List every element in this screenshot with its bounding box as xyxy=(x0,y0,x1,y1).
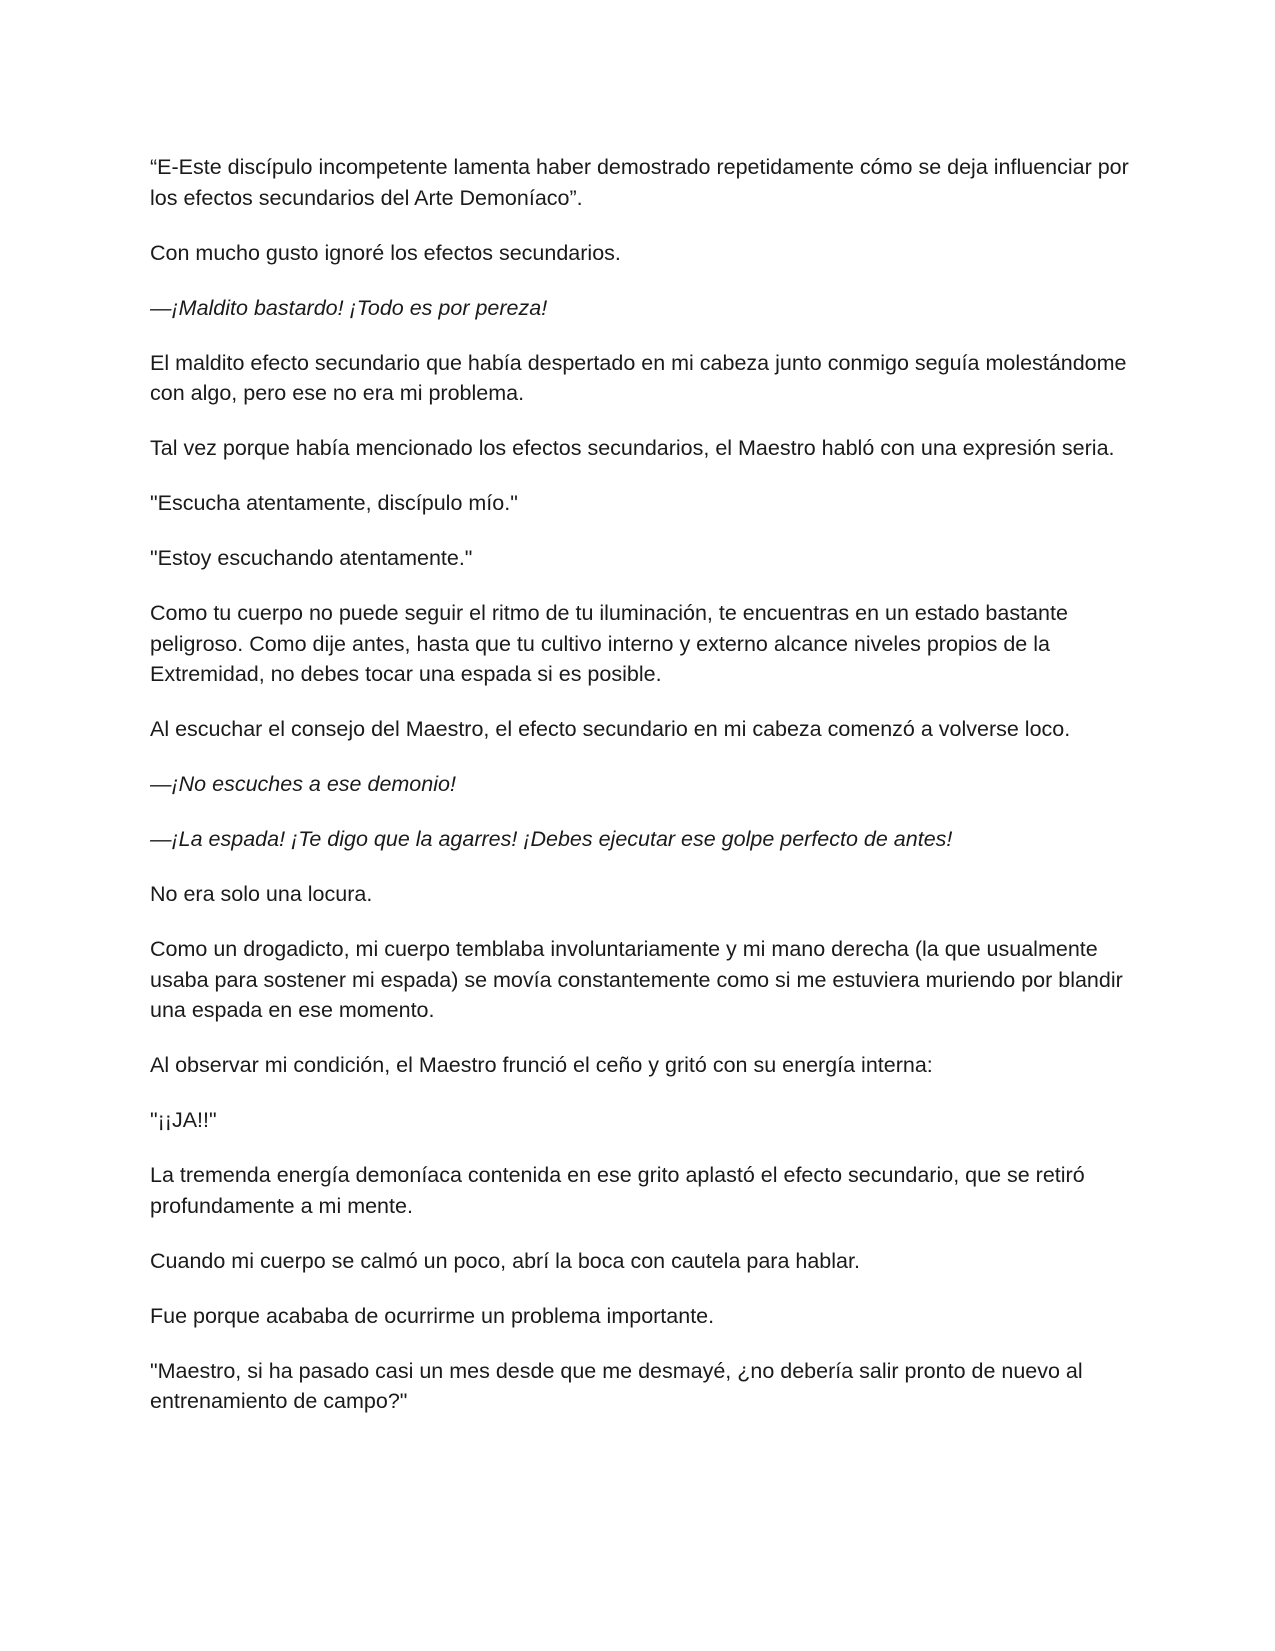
paragraph: Tal vez porque había mencionado los efectos secundarios, el Maestro habló con una expresión seria. xyxy=(150,436,1115,460)
paragraph: Como un drogadicto, mi cuerpo temblaba involuntariamente y mi mano derecha (la que usualmente usaba para sostener mi espada) se movía constantemente como si me estuviera muriendo por blandir una espada en ese momento. xyxy=(150,937,1123,1022)
paragraph: "Estoy escuchando atentamente." xyxy=(150,546,473,570)
paragraph: La tremenda energía demoníaca contenida en ese grito aplastó el efecto secundario, que se retiró profundamente a mi mente. xyxy=(150,1163,1085,1218)
paragraph: —¡La espada! ¡Te digo que la agarres! ¡Debes ejecutar ese golpe perfecto de antes! xyxy=(150,827,953,851)
paragraph: No era solo una locura. xyxy=(150,882,373,906)
paragraph: “E-Este discípulo incompetente lamenta haber demostrado repetidamente cómo se deja influenciar por los efectos secundarios del Arte Demoníaco”. xyxy=(150,155,1129,210)
paragraph: —¡No escuches a ese demonio! xyxy=(150,772,456,796)
paragraph: Cuando mi cuerpo se calmó un poco, abrí la boca con cautela para hablar. xyxy=(150,1248,860,1273)
paragraph: "¡¡JA!!" xyxy=(150,1108,217,1132)
paragraph: Al escuchar el consejo del Maestro, el efecto secundario en mi cabeza comenzó a volverse loco. xyxy=(150,717,1071,741)
paragraph: Fue porque acababa de ocurrirme un problema importante. xyxy=(150,1303,715,1328)
paragraph: El maldito efecto secundario que había despertado en mi cabeza junto conmigo seguía molestándome con algo, pero ese no era mi problema. xyxy=(150,350,1127,405)
document-body xyxy=(150,152,1135,1441)
paragraph: Como tu cuerpo no puede seguir el ritmo de tu iluminación, te encuentras en un estado bastante peligroso. Como dije antes, hasta que tu cultivo interno y externo alcance niveles propios de la Extremidad, no debes tocar una espada si es posible. xyxy=(150,601,1068,686)
paragraph: Con mucho gusto ignoré los efectos secundarios. xyxy=(150,240,621,265)
paragraph: —¡Maldito bastardo! ¡Todo es por pereza! xyxy=(150,295,548,320)
paragraph: "Maestro, si ha pasado casi un mes desde que me desmayé, ¿no debería salir pronto de nuevo al entrenamiento de campo?" xyxy=(150,1358,1083,1413)
paragraph: "Escucha atentamente, discípulo mío." xyxy=(150,491,518,515)
paragraph: Al observar mi condición, el Maestro frunció el ceño y gritó con su energía interna: xyxy=(150,1053,933,1077)
